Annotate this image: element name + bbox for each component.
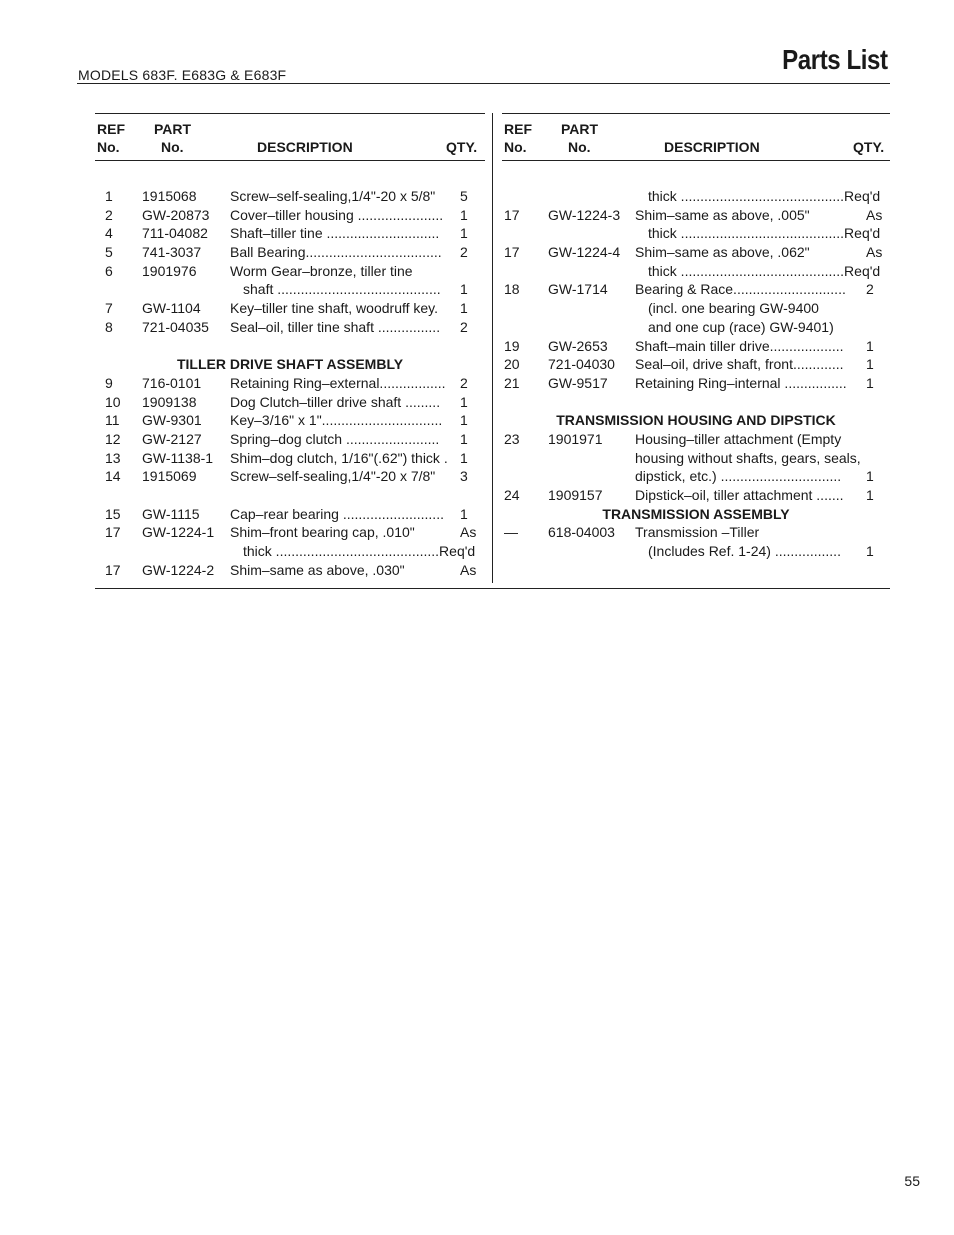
row-desc: housing without shafts, gears, seals, (635, 449, 861, 466)
row-desc: Cover–tiller housing ...................... (230, 206, 444, 223)
row-ref: 12 (105, 430, 121, 447)
row-qty: 1 (866, 374, 874, 391)
row-desc: Spring–dog clutch ........................ (230, 430, 440, 447)
row-qty: 1 (460, 449, 468, 466)
row-desc: Shim–front bearing cap, .010" (230, 524, 415, 541)
table-row (95, 411, 485, 430)
row-cont: thick ..........................................Req'd (648, 225, 881, 242)
row-desc: Ball Bearing................................... (230, 244, 442, 261)
row-cont: (incl. one bearing GW-9400 (648, 300, 819, 317)
row-desc: Dipstick–oil, tiller attachment ....... (635, 487, 844, 503)
row-ref: 8 (105, 318, 113, 335)
row-ref: 1 (105, 188, 113, 204)
row-qty: 1 (866, 468, 874, 485)
row-ref: 19 (504, 337, 520, 354)
row-desc: Worm Gear–bronze, tiller tine (230, 262, 413, 279)
table-row (95, 280, 485, 299)
section-title: TILLER DRIVE SHAFT ASSEMBLY (176, 356, 404, 373)
models-heading: MODELS 683F. E683G & E683F (78, 67, 287, 83)
table-row (502, 467, 890, 486)
row-desc: Screw–self-sealing,1/4"-20 x 5/8" (230, 188, 436, 204)
row-desc: Shim–dog clutch, 1/16"(.62") thick . (230, 449, 448, 466)
table-row (502, 374, 890, 393)
row-desc: Dog Clutch–tiller drive shaft ......... (230, 393, 441, 410)
table-row (502, 449, 890, 468)
section-title: TRANSMISSION ASSEMBLY (602, 505, 790, 522)
row-qty: 2 (460, 318, 468, 335)
table-row (502, 337, 890, 356)
row-qty: 1 (460, 206, 468, 223)
header-description: DESCRIPTION (257, 139, 353, 155)
row-part: 721-04035 (142, 318, 209, 335)
row-desc: Shim–same as above, .062" (635, 244, 810, 261)
page-title: Parts List (782, 44, 888, 75)
row-qty: 1 (460, 281, 468, 298)
row-desc: Shaft–tiller tine ............................. (230, 225, 440, 242)
row-qty: 1 (460, 430, 468, 447)
row-cont: thick ..........................................Req'd (648, 262, 881, 279)
row-ref: 24 (504, 487, 520, 503)
table-row (502, 187, 890, 206)
row-qty: 2 (866, 281, 874, 298)
table-row (95, 206, 485, 225)
spacer-row (95, 486, 485, 505)
row-qty: 1 (460, 505, 468, 522)
table-row (95, 449, 485, 468)
row-ref: 23 (504, 430, 520, 447)
row-ref: 18 (504, 281, 520, 298)
table-row (502, 224, 890, 243)
row-desc: Bearing & Race............................. (635, 281, 846, 298)
row-part: GW-1115 (142, 505, 200, 522)
row-qty: 1 (866, 487, 874, 503)
row-desc: Shim–same as above, .005" (635, 206, 810, 223)
row-ref: 15 (105, 505, 121, 522)
header-ref: REF No. (97, 121, 125, 155)
row-part: GW-9517 (548, 374, 608, 391)
row-ref: 9 (105, 374, 113, 391)
row-desc: Retaining Ring–external................. (230, 374, 446, 391)
table-row (502, 430, 890, 449)
row-part: 1915069 (142, 468, 197, 485)
row-ref: 7 (105, 300, 113, 317)
table-row (95, 393, 485, 412)
table-row (502, 486, 890, 505)
table-row (95, 318, 485, 337)
row-part: 1915068 (142, 188, 197, 204)
row-qty: 1 (866, 543, 874, 560)
row-qty: 1 (460, 412, 468, 429)
table-row (502, 299, 890, 318)
row-desc: Cap–rear bearing .......................... (230, 505, 444, 522)
footer-rule (95, 588, 890, 589)
row-part: GW-1224-3 (548, 206, 621, 223)
parts-column-right (502, 113, 890, 561)
section-title: TRANSMISSION HOUSING AND DIPSTICK (556, 412, 836, 429)
row-desc: Seal–oil, drive shaft, front............. (635, 356, 844, 373)
row-cont: shaft .......................................... (243, 281, 441, 298)
table-row (502, 355, 890, 374)
row-qty: 3 (460, 468, 468, 485)
table-row (502, 243, 890, 262)
row-part: GW-20873 (142, 206, 210, 223)
row-part: 741-3037 (142, 244, 202, 261)
row-qty: 1 (866, 356, 874, 373)
row-qty: 1 (460, 300, 468, 317)
row-part: GW-2127 (142, 430, 202, 447)
table-header (502, 113, 890, 161)
row-part: GW-1224-2 (142, 561, 215, 578)
row-desc: Screw–self-sealing,1/4"-20 x 7/8" (230, 468, 436, 485)
row-ref: 21 (504, 374, 520, 391)
table-row (502, 206, 890, 225)
header-part: PART No. (561, 121, 599, 155)
row-part: GW-1138-1 (142, 449, 214, 466)
row-desc: Seal–oil, tiller tine shaft ................ (230, 318, 441, 335)
row-qty: 2 (460, 374, 468, 391)
header-description: DESCRIPTION (664, 139, 760, 155)
row-qty: 1 (460, 225, 468, 242)
row-qty: As (460, 524, 477, 541)
row-desc: dipstick, etc.) ............................... (635, 468, 842, 485)
row-part: GW-2653 (548, 337, 608, 354)
row-cont: and one cup (race) GW-9401) (648, 318, 834, 335)
header-part: PART No. (154, 121, 192, 155)
row-part: GW-1714 (548, 281, 608, 298)
row-part: GW-9301 (142, 412, 202, 429)
table-row (95, 505, 485, 524)
row-part: GW-1104 (142, 300, 201, 317)
row-desc: Shaft–main tiller drive................... (635, 337, 844, 354)
section-heading (502, 411, 890, 430)
table-row (502, 542, 890, 561)
row-ref: — (504, 524, 518, 541)
row-desc: Key–tiller tine shaft, woodruff key. (230, 300, 439, 317)
row-part: 1909138 (142, 393, 197, 410)
table-row (95, 187, 485, 206)
row-part: GW-1224-4 (548, 244, 621, 261)
row-part: 1909157 (548, 487, 603, 503)
header-qty: QTY. (853, 139, 885, 155)
header-rule (77, 83, 890, 84)
table-row (95, 243, 485, 262)
parts-list-left (95, 187, 485, 579)
table-row (95, 467, 485, 486)
table-row (95, 224, 485, 243)
row-ref: 11 (105, 412, 120, 429)
table-row (95, 374, 485, 393)
table-row (502, 280, 890, 299)
row-ref: 2 (105, 206, 113, 223)
spacer-row (95, 337, 485, 356)
row-qty: As (866, 206, 883, 223)
header-qty: QTY. (446, 139, 478, 155)
row-ref: 6 (105, 262, 113, 279)
row-desc: Shim–same as above, .030" (230, 561, 405, 578)
row-ref: 17 (504, 244, 520, 261)
parts-column-left (95, 113, 485, 579)
row-qty: 2 (460, 244, 468, 261)
row-part: 618-04003 (548, 524, 615, 541)
spacer-row (502, 393, 890, 412)
row-ref: 14 (105, 468, 121, 485)
row-part: 721-04030 (548, 356, 615, 373)
row-ref: 17 (105, 524, 121, 541)
table-row (95, 430, 485, 449)
row-ref: 13 (105, 449, 121, 466)
row-part: 711-04082 (142, 225, 208, 242)
row-cont: thick ..........................................Req'd (243, 543, 476, 560)
row-part: 1901976 (142, 262, 197, 279)
row-part: GW-1224-1 (142, 524, 215, 541)
row-qty: 5 (460, 188, 468, 204)
page-number: 55 (904, 1173, 920, 1189)
header-ref: REF No. (504, 121, 532, 155)
table-row (95, 523, 485, 542)
row-ref: 17 (105, 561, 121, 578)
table-header (95, 113, 485, 161)
row-ref: 5 (105, 244, 113, 261)
row-cont: thick ..........................................Req'd (648, 188, 881, 204)
row-cont: (Includes Ref. 1-24) ................. (648, 543, 841, 560)
parts-list-right (502, 187, 890, 561)
row-desc: Key–3/16" x 1"............................... (230, 412, 443, 429)
row-ref: 17 (504, 206, 520, 223)
row-qty: 1 (460, 393, 468, 410)
row-ref: 4 (105, 225, 113, 242)
row-qty: As (460, 561, 477, 578)
table-row (95, 299, 485, 318)
row-qty: As (866, 244, 883, 261)
section-heading (95, 355, 485, 374)
table-row (95, 542, 485, 561)
row-desc: Transmission –Tiller (635, 524, 760, 541)
row-ref: 10 (105, 393, 121, 410)
row-part: 716-0101 (142, 374, 202, 391)
row-qty: 1 (866, 337, 874, 354)
row-desc: Retaining Ring–internal ................ (635, 374, 847, 391)
row-part: 1901971 (548, 430, 603, 447)
row-ref: 20 (504, 356, 520, 373)
table-row (95, 262, 485, 281)
row-desc: Housing–tiller attachment (Empty (635, 430, 842, 447)
column-divider (492, 113, 493, 583)
table-row (502, 523, 890, 542)
table-row (502, 262, 890, 281)
table-row (95, 561, 485, 580)
table-row (502, 318, 890, 337)
section-heading (502, 505, 890, 524)
